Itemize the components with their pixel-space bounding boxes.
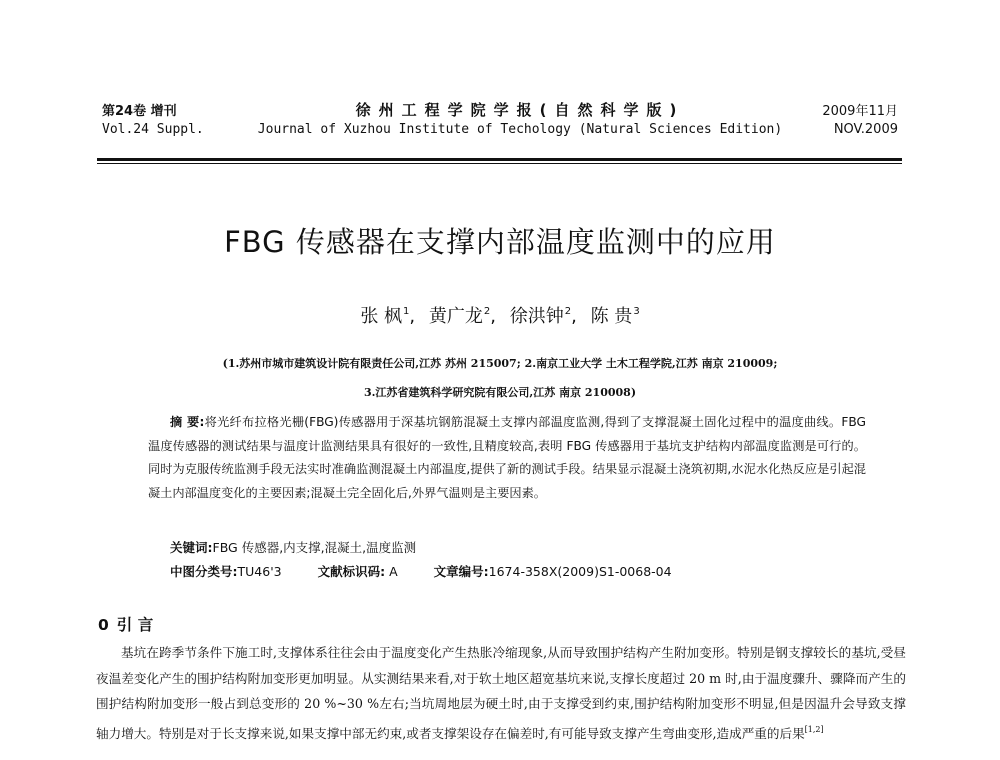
abstract <box>148 411 866 505</box>
journal-date-en: NOV.2009 <box>833 122 898 137</box>
keywords-text: FBG 传感器,内支撑,混凝土,温度监测 <box>212 540 417 555</box>
affiliation-line-2: 3.江苏省建筑科学研究院有限公司,江苏 南京 210008) <box>363 386 637 399</box>
journal-name-en: Journal of Xuzhou Institute of Techology (Natural Sciences Edition) <box>257 122 783 137</box>
author-list <box>0 302 1000 328</box>
section-number: 0 <box>98 616 109 634</box>
abstract-label: 摘 要: <box>170 415 205 429</box>
keywords <box>170 538 416 556</box>
author: 徐洪钟$^2$, <box>509 306 577 327</box>
classification-line <box>170 562 672 580</box>
section-title: 引 言 <box>116 616 154 634</box>
journal-volume-cn: 第24卷 增刊 <box>102 104 177 119</box>
keywords-label: 关键词: <box>170 540 213 555</box>
journal-date-cn: 2009年11月 <box>822 104 898 119</box>
doc-code-label: 文献标识码: <box>317 564 386 579</box>
author: 张 枫$^1$, <box>360 306 416 327</box>
clc-label: 中图分类号: <box>170 564 238 579</box>
journal-name-cn: 徐州工程学院学报(自然科学版) <box>355 101 685 119</box>
abstract-text: 将光纤布拉格光栅(FBG)传感器用于深基坑钢筋混凝土支撑内部温度监测,得到了支撑混凝土固化过程中的温度曲线。FBG 温度传感器的测试结果与温度计监测结果具有很好的一致性,且精度较高,表明 FBG 传感器用于基坑支护结构内部温度监测是可行的。同时为克服传统监测手段无法实时准确监测混凝土内部温度,提供了新的测试手段。结果显示混凝土浇筑初期,水泥水化热反应是引起混凝土内部温度变化的主要因素;混凝土完全固化后,外界气温则是主要因素。 <box>148 415 866 500</box>
clc-value: TU46'3 <box>237 564 282 579</box>
journal-volume-en: Vol.24 Suppl. <box>102 122 204 137</box>
doc-code-value: A <box>389 564 398 579</box>
article-no-value: 1674-358X(2009)S1-0068-04 <box>488 564 672 579</box>
citation-ref: [1,2] <box>804 724 824 734</box>
affiliation-line-1: (1.苏州市城市建筑设计院有限责任公司,江苏 苏州 215007; 2.南京工业大学 土木工程学院,江苏 南京 210009; <box>222 357 778 370</box>
paragraph-text: 基坑在跨季节条件下施工时,支撑体系往往会由于温度变化产生热胀冷缩现象,从而导致围护结构产生附加变形。特别是钢支撑较长的基坑,受昼夜温差变化产生的围护结构附加变形更加明显。从实测结果来看,对于软土地区超宽基坑来说,支撑长度超过 20 m 时,由于温度骤升、骤降而产生的围护结构附加变形一般占到总变形的 20 %~30 %左右;当坑周地层为硬土时,由于支撑受到约束,围护结构附加变形不明显,但是因温升会导致支撑轴力增大。特别是对于长支撑来说,如果支撑中部无约束,或者支撑架设存在偏差时,有可能导致支撑产生弯曲变形,造成严重的后果 <box>96 645 906 741</box>
body-paragraph <box>96 640 906 746</box>
article-no-label: 文章编号: <box>433 564 489 579</box>
header-rule-thin <box>97 163 902 164</box>
header-rule-thick <box>97 158 902 161</box>
article-title: FBG 传感器在支撑内部温度监测中的应用 <box>224 225 776 259</box>
section-heading <box>98 613 153 635</box>
author: 黄广龙$^2$, <box>428 306 496 327</box>
author: 陈 贵$^3$ <box>590 306 640 327</box>
